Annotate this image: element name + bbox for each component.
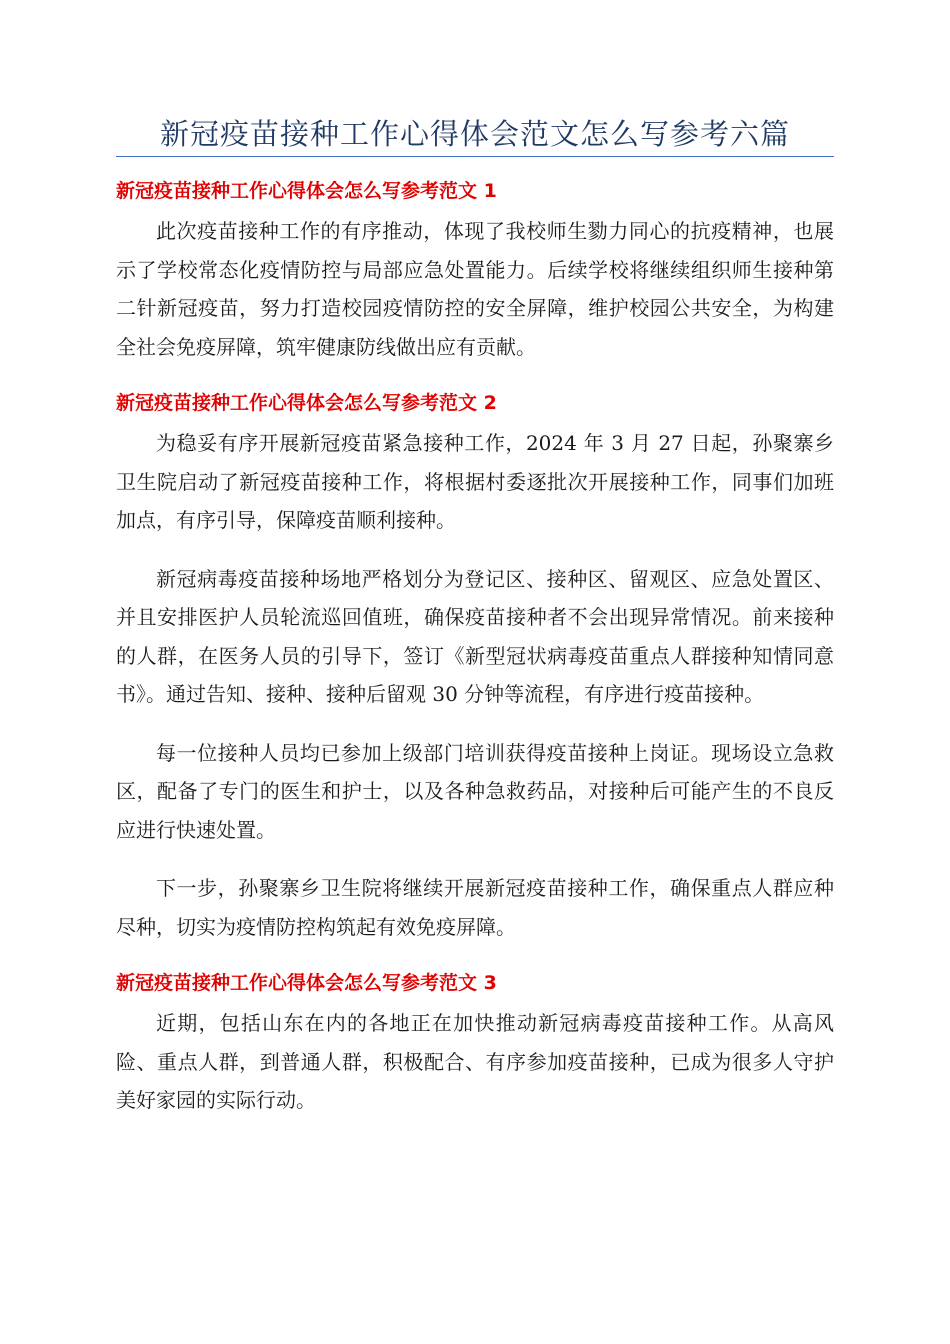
paragraph: 每一位接种人员均已参加上级部门培训获得疫苗接种上岗证。现场设立急救区，配备了专门的医生和护士，以及各种急救药品，对接种后可能产生的不良反应进行快速处置。 xyxy=(116,740,834,842)
paragraph: 为稳妥有序开展新冠疫苗紧急接种工作，2024 年 3 月 27 日起，孙聚寨乡卫生院启动了新冠疫苗接种工作，将根据村委逐批次开展接种工作，同事们加班加点，有序引导，保障疫苗顺利接种。 xyxy=(116,431,834,532)
paragraph: 下一步，孙聚寨乡卫生院将继续开展新冠疫苗接种工作，确保重点人群应种尽种，切实为疫情防控构筑起有效免疫屏障。 xyxy=(116,876,834,939)
paragraph: 新冠病毒疫苗接种场地严格划分为登记区、接种区、留观区、应急处置区、并且安排医护人员轮流巡回值班，确保疫苗接种者不会出现异常情况。前来接种的人群，在医务人员的引导下，签订《新型冠状病毒疫苗重点人群接种知情同意书》。通过告知、接种、接种后留观 30 分钟等流程，有序进行疫苗接种。 xyxy=(116,566,834,706)
document-title: 新冠疫苗接种工作心得体会范文怎么写参考六篇 xyxy=(159,117,790,151)
section-heading: 新冠疫苗接种工作心得体会怎么写参考范文 2 xyxy=(116,392,497,414)
title-underline xyxy=(116,156,834,157)
section-2 xyxy=(116,386,834,966)
paragraph: 近期，包括山东在内的各地正在加快推动新冠病毒疫苗接种工作。从高风险、重点人群，到普通人群，积极配合、有序参加疫苗接种，已成为很多人守护美好家园的实际行动。 xyxy=(116,1011,834,1112)
section-heading: 新冠疫苗接种工作心得体会怎么写参考范文 1 xyxy=(116,180,497,202)
paragraph: 此次疫苗接种工作的有序推动，体现了我校师生勠力同心的抗疫精神，也展示了学校常态化疫情防控与局部应急处置能力。后续学校将继续组织师生接种第二针新冠疫苗，努力打造校园疫情防控的安全屏障，维护校园公共安全，为构建全社会免疫屏障，筑牢健康防线做出应有贡献。 xyxy=(116,219,834,359)
section-heading: 新冠疫苗接种工作心得体会怎么写参考范文 3 xyxy=(116,972,497,994)
section-3 xyxy=(116,966,834,1120)
document-body xyxy=(116,174,834,1120)
section-1 xyxy=(116,174,834,386)
